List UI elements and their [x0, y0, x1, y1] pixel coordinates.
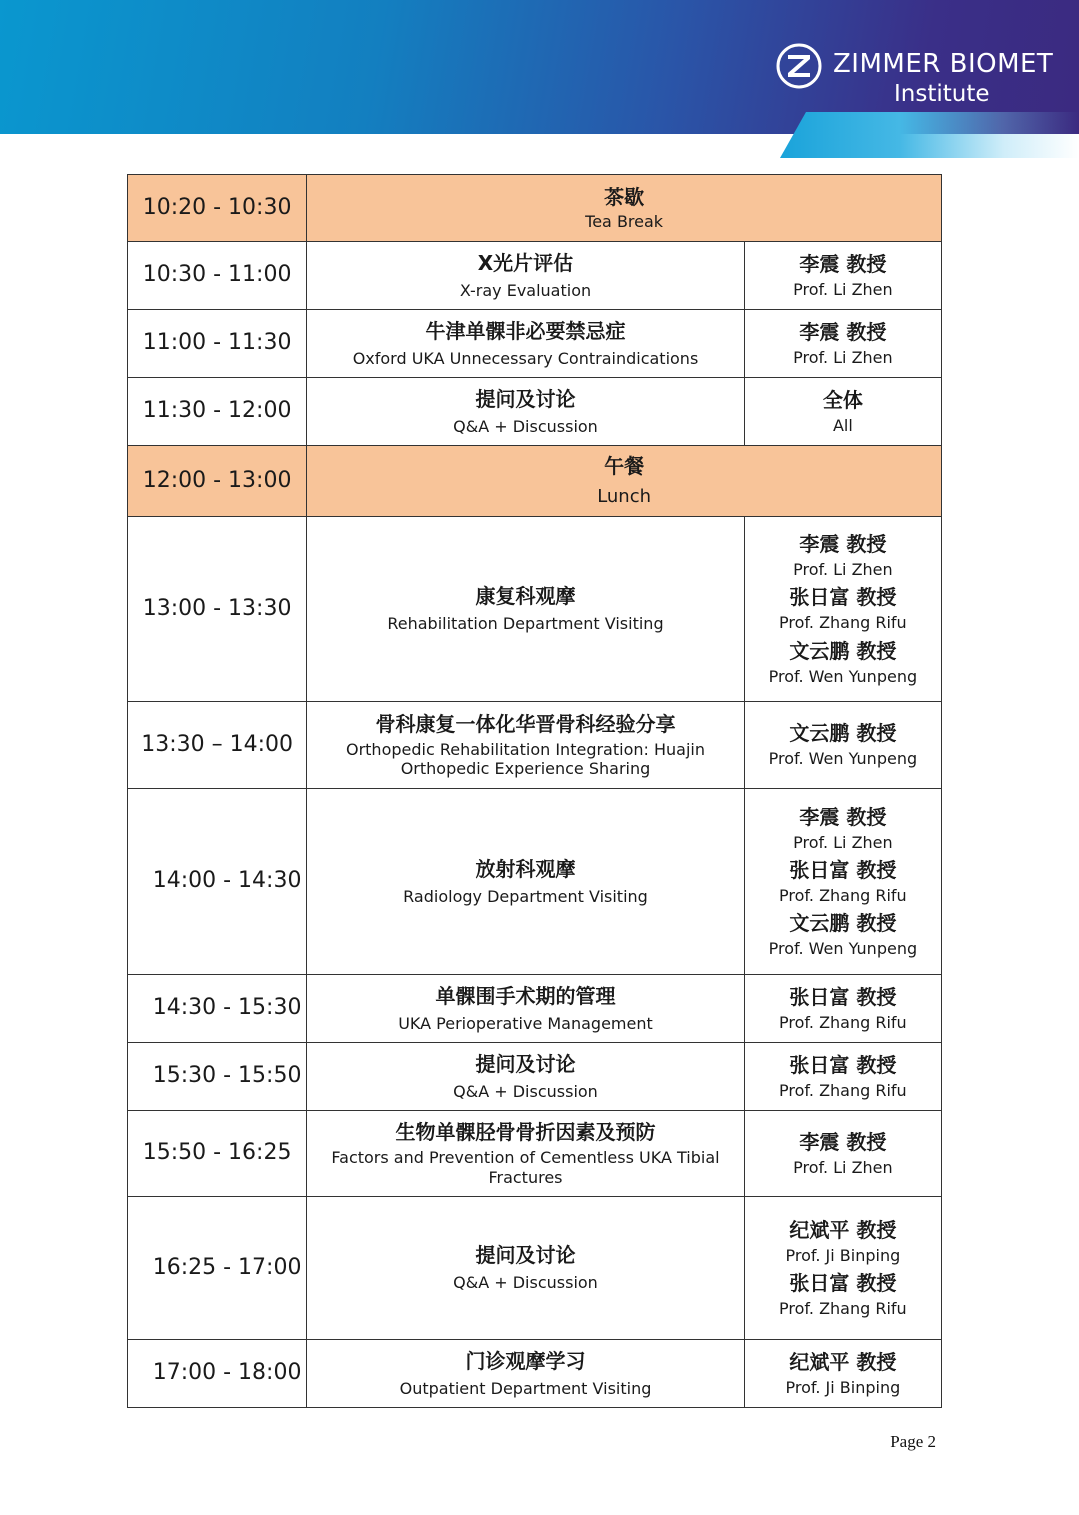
topic-en: Q&A + Discussion	[453, 1273, 598, 1293]
time-cell: 13:00 - 13:30	[128, 517, 307, 702]
schedule-row	[128, 702, 942, 789]
speaker-en: Prof. Wen Yunpeng	[768, 939, 918, 959]
topic-cell	[307, 702, 745, 789]
topic-zh: 提问及讨论	[475, 1243, 576, 1268]
topic-en: Outpatient Department Visiting	[399, 1378, 652, 1398]
speaker-en: Prof. Zhang Rifu	[779, 1012, 907, 1032]
speaker-cell	[744, 975, 941, 1043]
topic-en: Tea Break	[585, 211, 664, 231]
speaker-en: Prof. Li Zhen	[793, 560, 893, 580]
speaker-zh: 张日富 教授	[789, 984, 897, 1009]
time-cell: 15:50 - 16:25	[128, 1111, 307, 1197]
brand-name: ZIMMER BIOMET	[833, 49, 1054, 79]
time-cell: 12:00 - 13:00	[128, 446, 307, 517]
speaker-cell	[744, 789, 941, 975]
speaker-cell	[744, 242, 941, 310]
schedule-row	[128, 1340, 942, 1408]
schedule-row	[128, 975, 942, 1043]
speaker-zh: 李震 教授	[799, 804, 887, 829]
topic-zh: 门诊观摩学习	[465, 1348, 586, 1373]
topic-zh: 提问及讨论	[475, 386, 576, 411]
schedule-row	[128, 789, 942, 975]
time-cell: 11:00 - 11:30	[128, 310, 307, 378]
topic-cell	[307, 789, 745, 975]
topic-en: Q&A + Discussion	[453, 416, 598, 436]
brand-subtitle: Institute	[894, 81, 990, 107]
topic-en: Factors and Prevention of Cementless UKA Tibial Fractures	[331, 1148, 720, 1187]
time-cell: 10:30 - 11:00	[128, 242, 307, 310]
topic-en: Rehabilitation Department Visiting	[387, 614, 664, 634]
speaker-zh: 张日富 教授	[789, 857, 897, 882]
topic-cell	[307, 175, 942, 242]
topic-zh: 午餐	[604, 454, 645, 479]
schedule-table	[127, 174, 942, 1408]
time-cell: 10:20 - 10:30	[128, 175, 307, 242]
schedule-row	[128, 242, 942, 310]
topic-en: UKA Perioperative Management	[398, 1013, 653, 1033]
topic-cell	[307, 1111, 745, 1197]
speaker-en: Prof. Ji Binping	[785, 1245, 901, 1265]
speaker-cell	[744, 310, 941, 378]
schedule-row	[128, 1043, 942, 1111]
speaker-en: Prof. Zhang Rifu	[779, 613, 907, 633]
time-cell: 14:30 - 15:30	[128, 975, 307, 1043]
topic-cell	[307, 378, 745, 446]
topic-zh: 单髁围手术期的管理	[435, 983, 616, 1008]
schedule-row	[128, 310, 942, 378]
topic-en: Radiology Department Visiting	[403, 886, 648, 906]
page-number: Page 2	[890, 1432, 936, 1451]
speaker-zh: 文云鹏 教授	[789, 911, 897, 936]
speaker-cell	[744, 1043, 941, 1111]
speaker-cell	[744, 1340, 941, 1408]
topic-cell	[307, 242, 745, 310]
topic-cell	[307, 517, 745, 702]
speaker-en: Prof. Zhang Rifu	[779, 1299, 907, 1318]
topic-zh: 茶歇	[604, 184, 645, 209]
speaker-zh: 张日富 教授	[789, 1052, 897, 1077]
speaker-en: All	[832, 415, 853, 435]
speaker-en: Prof. Li Zhen	[793, 1157, 893, 1177]
time-cell: 14:00 - 14:30	[128, 789, 307, 975]
topic-en: Oxford UKA Unnecessary Contraindications	[352, 348, 699, 368]
topic-zh: 牛津单髁非必要禁忌症	[425, 318, 626, 343]
schedule-row	[128, 1197, 942, 1340]
topic-cell	[307, 1340, 745, 1408]
speaker-zh: 张日富 教授	[789, 585, 897, 610]
speaker-zh: 李震 教授	[799, 319, 887, 344]
speaker-zh: 李震 教授	[799, 251, 887, 276]
topic-en: Q&A + Discussion	[453, 1081, 598, 1101]
speaker-zh: 张日富 教授	[789, 1271, 897, 1295]
schedule-row	[128, 1111, 942, 1197]
speaker-cell	[744, 378, 941, 446]
speaker-cell	[744, 702, 941, 789]
schedule-row	[128, 517, 942, 702]
time-cell: 15:30 - 15:50	[128, 1043, 307, 1111]
topic-zh: 放射科观摩	[475, 856, 576, 881]
topic-en: Lunch	[597, 486, 652, 508]
speaker-en: Prof. Zhang Rifu	[779, 885, 907, 905]
zimmer-biomet-logo-icon	[775, 42, 823, 90]
time-cell: 17:00 - 18:00	[128, 1340, 307, 1408]
speaker-zh: 纪斌平 教授	[789, 1349, 897, 1374]
speaker-cell	[744, 1197, 941, 1340]
speaker-zh: 李震 教授	[799, 532, 887, 557]
banner-swoosh	[780, 112, 1079, 158]
speaker-zh: 李震 教授	[799, 1129, 887, 1154]
speaker-zh: 纪斌平 教授	[789, 1217, 897, 1242]
topic-zh: X光片评估	[477, 250, 574, 275]
speaker-en: Prof. Li Zhen	[793, 347, 893, 367]
topic-zh: 康复科观摩	[475, 584, 576, 609]
time-cell: 16:25 - 17:00	[128, 1197, 307, 1340]
topic-zh: 提问及讨论	[475, 1051, 576, 1076]
time-cell: 13:30 – 14:00	[128, 702, 307, 789]
schedule-row-break	[128, 175, 942, 242]
speaker-en: Prof. Wen Yunpeng	[768, 666, 918, 686]
speaker-en: Prof. Wen Yunpeng	[768, 749, 918, 769]
speaker-en: Prof. Li Zhen	[793, 279, 893, 299]
topic-zh: 骨科康复一体化华晋骨科经验分享	[375, 711, 676, 736]
speaker-en: Prof. Li Zhen	[793, 832, 893, 852]
speaker-zh: 文云鹏 教授	[789, 638, 897, 663]
topic-cell	[307, 1043, 745, 1111]
speaker-zh: 全体	[822, 387, 863, 412]
speaker-en: Prof. Ji Binping	[785, 1377, 901, 1397]
speaker-en: Prof. Zhang Rifu	[779, 1080, 907, 1100]
topic-cell	[307, 310, 745, 378]
time-cell: 11:30 - 12:00	[128, 378, 307, 446]
topic-cell	[307, 975, 745, 1043]
topic-zh: 生物单髁胫骨骨折因素及预防	[395, 1120, 656, 1145]
topic-en: Orthopedic Rehabilitation Integration: Huajin Orthopedic Experience Sharing	[345, 739, 705, 778]
speaker-cell	[744, 1111, 941, 1197]
schedule-row-break	[128, 446, 942, 517]
topic-cell	[307, 446, 942, 517]
topic-cell	[307, 1197, 745, 1340]
topic-en: X-ray Evaluation	[459, 280, 592, 300]
schedule-row	[128, 378, 942, 446]
speaker-zh: 文云鹏 教授	[789, 721, 897, 746]
speaker-cell	[744, 517, 941, 702]
